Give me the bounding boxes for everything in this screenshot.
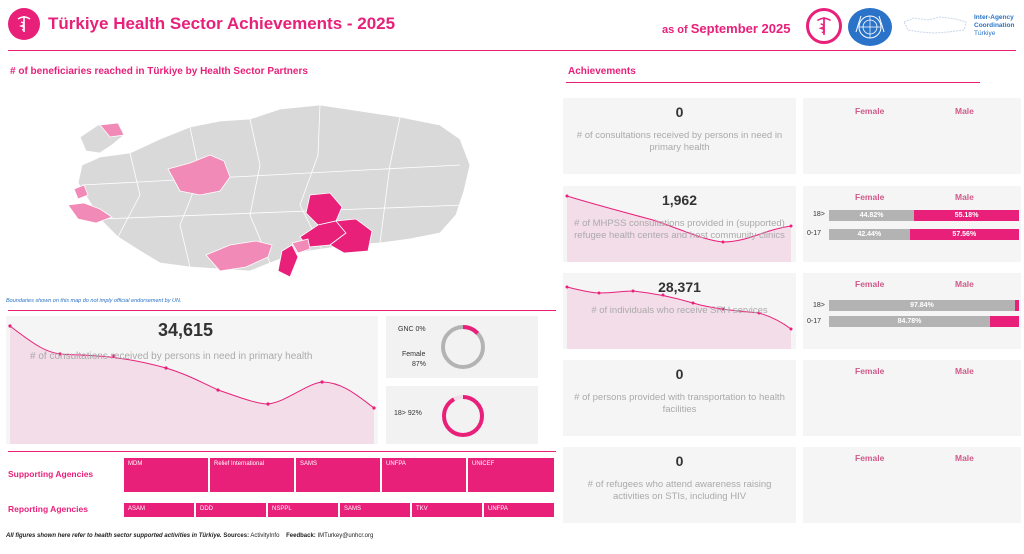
bar-male: 55.18% (914, 210, 1019, 221)
bar-male: 57.56% (910, 229, 1019, 240)
turkiye-province-map (60, 95, 480, 285)
map-disclaimer: Boundaries shown on this map do not imply official endorsement by UN. (6, 298, 182, 304)
iac-line1: Inter-Agency (974, 14, 1014, 21)
supporting-agencies-label: Supporting Agencies (8, 469, 94, 479)
bar-female: 97.84% (829, 300, 1015, 311)
achievement-text: # of refugees who attend awareness raising activities on STIs, including HIV (587, 479, 772, 502)
inter-agency-logo (974, 14, 1014, 38)
achievement-card-primary-health (563, 98, 796, 174)
reporting-agency: DDD (196, 503, 266, 517)
achievement-value: 0 (675, 366, 684, 382)
iac-line2: Coordination (974, 22, 1015, 29)
sex-breakdown-card-mhpss (803, 186, 1021, 262)
bar-age-label: 0-17 (807, 230, 822, 237)
achievement-text: # of MHPSS consultations provided in (supported) refugee health centers and host community clinics (574, 218, 785, 241)
report-date (662, 21, 790, 36)
reporting-agency: SAMS (340, 503, 410, 517)
male-header: Male (955, 279, 974, 289)
reporting-agency: NSPPL (268, 503, 338, 517)
agency-divider (8, 451, 556, 452)
bar-female: 42.44% (829, 229, 910, 240)
report-date-value: September 2025 (690, 21, 791, 36)
footer-feedback-label: Feedback: (286, 533, 316, 539)
age-donut-label: 18> 92% (394, 410, 422, 417)
reporting-agencies-label: Reporting Agencies (8, 504, 88, 514)
report-date-prefix: as of (662, 24, 688, 36)
sex-breakdown-card-sti-awareness (803, 447, 1021, 523)
turkiye-outline-icon (900, 12, 970, 38)
female-header: Female (855, 366, 885, 376)
bar-age-label: 0-17 (807, 318, 822, 325)
supporting-agency: MDM (124, 458, 208, 492)
achievement-text: # of persons provided with transportation to health facilities (574, 392, 785, 415)
kpi-divider (8, 310, 556, 311)
achievements-section-title: Achievements (568, 66, 636, 77)
female-pct-label: 87% (412, 361, 427, 368)
female-header: Female (855, 192, 885, 202)
map-region-anatolia (78, 105, 470, 271)
achievement-card-srh (563, 273, 796, 349)
beneficiaries-section-title: # of beneficiaries reached in Türkiye by Health Sector Partners (10, 66, 308, 77)
gender-donut-chart (438, 322, 488, 372)
caduceus-icon (813, 15, 835, 37)
female-header: Female (855, 106, 885, 116)
bar-male (990, 316, 1019, 327)
gender-donut-card (386, 316, 538, 378)
caduceus-icon (14, 14, 34, 34)
un-logo (848, 8, 892, 46)
un-emblem-icon (853, 12, 887, 42)
male-header: Male (955, 106, 974, 116)
achievement-card-transportation (563, 360, 796, 436)
sex-breakdown-card-srh (803, 273, 1021, 349)
bar-female: 84.78% (829, 316, 990, 327)
gnc-label: GNC 0% (398, 326, 426, 333)
female-label: Female (402, 351, 426, 358)
female-header: Female (855, 453, 885, 463)
achievement-value: 1,962 (661, 192, 698, 208)
header-divider (8, 50, 1016, 51)
age-donut-adult-arc (444, 397, 482, 435)
consultations-kpi-label: # of consultations received by persons in need in primary health (30, 351, 313, 362)
who-logo (806, 8, 842, 44)
health-sector-logo (8, 8, 40, 40)
male-header: Male (955, 453, 974, 463)
age-donut-card (386, 386, 538, 444)
page-title: Türkiye Health Sector Achievements - 2025 (48, 14, 396, 33)
supporting-agency: UNFPA (382, 458, 466, 492)
iac-line3: Türkiye (974, 30, 996, 37)
reporting-agency: UNFPA (484, 503, 554, 517)
bar-age-label: 18> (813, 211, 825, 218)
consultations-kpi-value: 34,615 (158, 320, 214, 340)
footer (6, 533, 373, 539)
achievement-card-mhpss (563, 186, 796, 262)
footer-note: All figures shown here refer to health sector supported activities in Türkiye. (6, 533, 222, 539)
bar-female: 44.82% (829, 210, 914, 221)
footer-sources-label: Sources: (223, 533, 250, 539)
supporting-agency: UNICEF (468, 458, 554, 492)
footer-feedback-email[interactable]: IMTurkey@unhcr.org (317, 533, 374, 539)
bar-age-label: 18> (813, 302, 825, 309)
sex-breakdown-card-transportation (803, 360, 1021, 436)
achievement-text: # of consultations received by persons in need in primary health (576, 130, 783, 153)
achievement-value: 28,371 (658, 279, 701, 295)
age-donut-chart (438, 391, 488, 441)
achievement-value: 0 (675, 453, 684, 469)
sex-breakdown-card-primary-health (803, 98, 1021, 174)
footer-sources: ActivityInfo (250, 533, 280, 539)
achievement-text: # of individuals who receive SRH services (591, 305, 768, 316)
supporting-agency: Relief International (210, 458, 294, 492)
reporting-agency: TKV (412, 503, 482, 517)
male-header: Male (955, 192, 974, 202)
bar-male (1015, 300, 1019, 311)
achievement-card-sti-awareness (563, 447, 796, 523)
male-header: Male (955, 366, 974, 376)
female-header: Female (855, 279, 885, 289)
achievements-divider (566, 82, 980, 83)
supporting-agency: SAMS (296, 458, 380, 492)
achievement-value: 0 (675, 104, 684, 120)
reporting-agency: ASAM (124, 503, 194, 517)
